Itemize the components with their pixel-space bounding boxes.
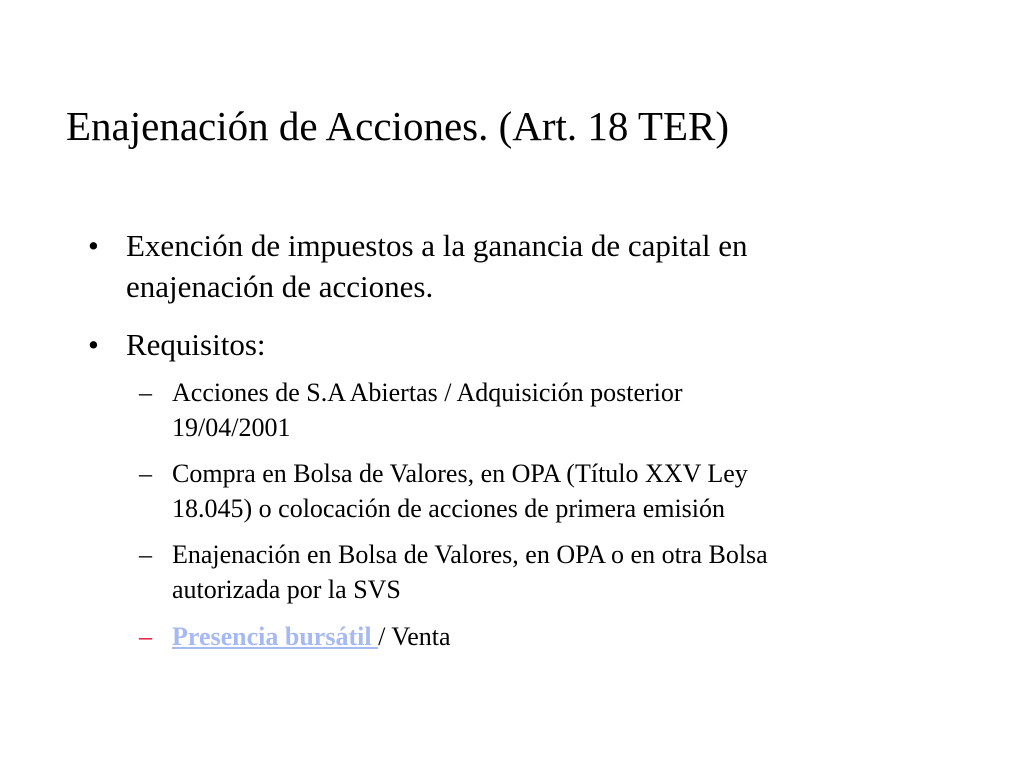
sub-bullet-marker: – — [139, 459, 152, 488]
bullet-text-line: Exención de impuestos a la ganancia de capital en — [126, 228, 748, 263]
sub-bullet-text-line — [172, 622, 972, 652]
sub-bullet-marker: – — [139, 622, 152, 651]
bullet-text-line: Requisitos: — [126, 327, 266, 362]
sub-bullet-suffix: / Venta — [378, 622, 451, 651]
slide-title: Enajenación de Acciones. (Art. 18 TER) — [66, 103, 730, 149]
sub-bullet-text-line: 18.045) o colocación de acciones de primera emisión — [172, 494, 726, 523]
sub-bullet-text-line: Acciones de S.A Abiertas / Adquisición posterior — [172, 378, 683, 407]
presencia-bursatil-link[interactable]: Presencia bursátil — [172, 622, 379, 651]
sub-bullet-marker: – — [139, 540, 152, 569]
sub-bullet-text-line: Compra en Bolsa de Valores, en OPA (Título XXV Ley — [172, 459, 748, 488]
sub-bullet-marker: – — [139, 378, 152, 407]
sub-bullet-text-line: 19/04/2001 — [172, 413, 291, 442]
sub-bullet-text-line: autorizada por la SVS — [172, 575, 401, 604]
sub-bullet-text-line: Enajenación en Bolsa de Valores, en OPA o en otra Bolsa — [172, 540, 768, 569]
bullet-marker: • — [88, 228, 99, 263]
bullet-text-line: enajenación de acciones. — [126, 269, 434, 304]
bullet-marker: • — [88, 327, 99, 362]
